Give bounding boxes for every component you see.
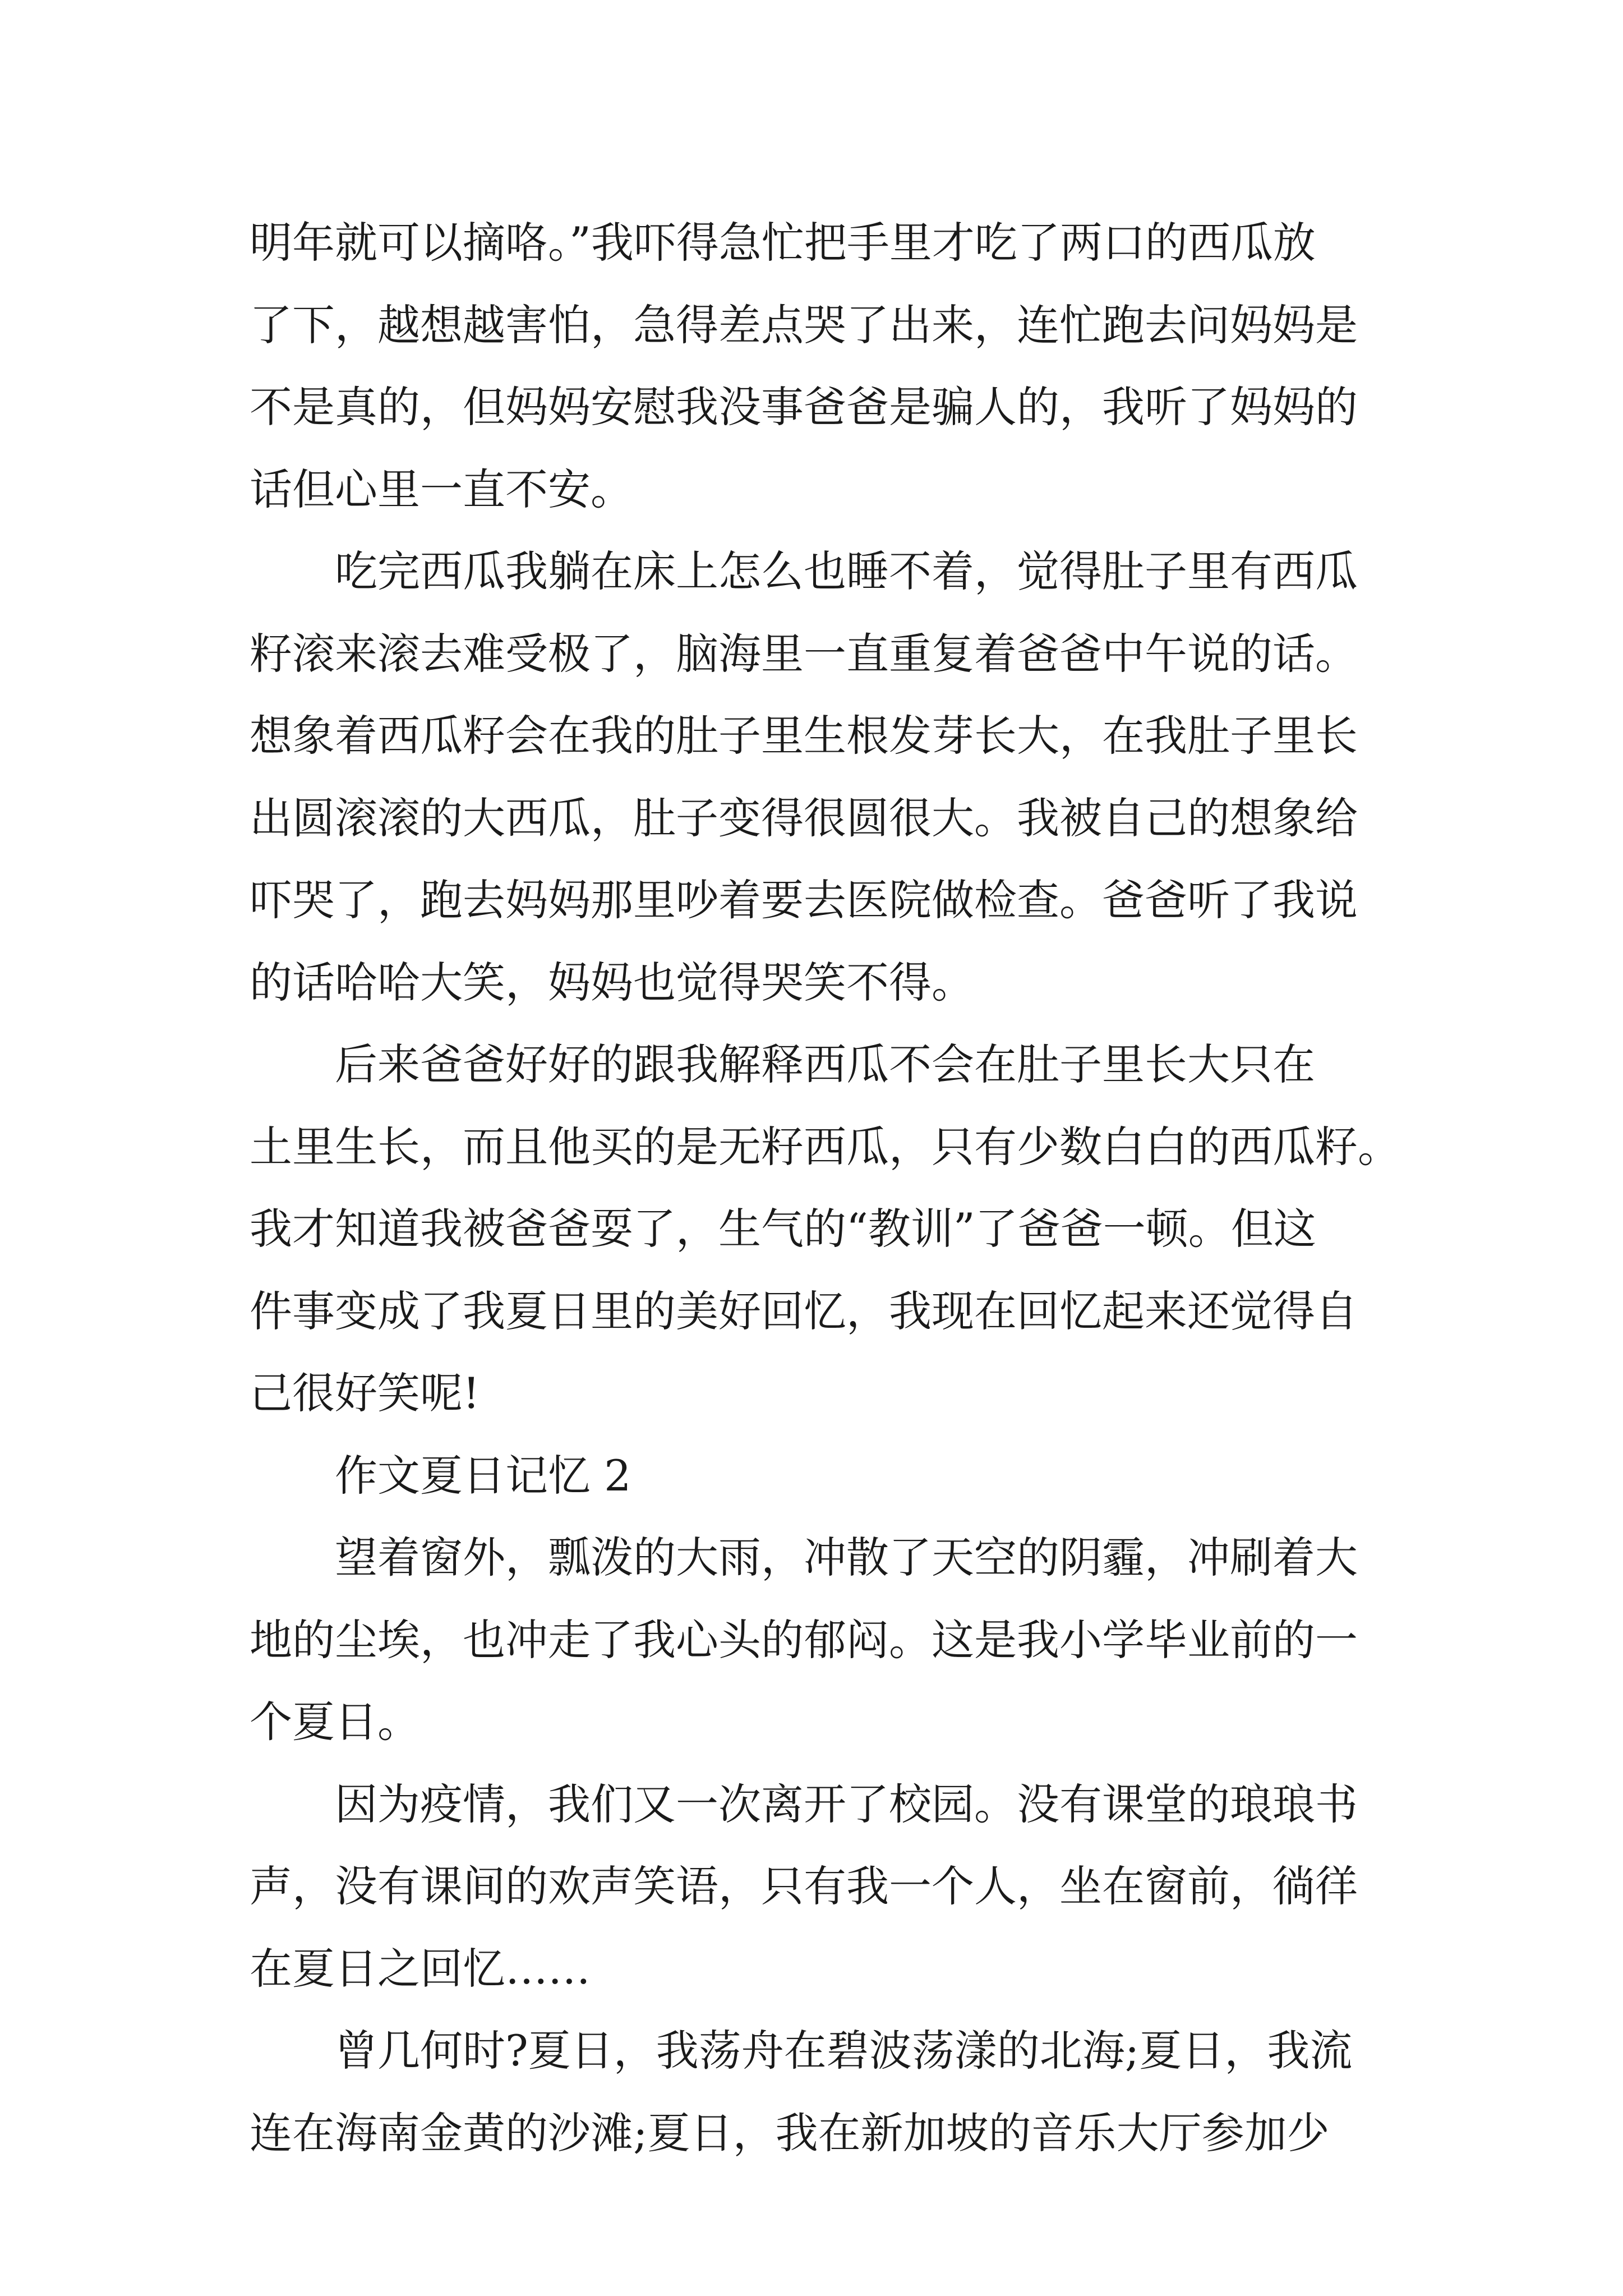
text-line: 出圆滚滚的大西瓜，肚子变得很圆很大。我被自己的想象给 bbox=[250, 793, 1358, 843]
text-line: 己很好笑呢! bbox=[250, 1368, 480, 1418]
text-line: 个夏日。 bbox=[250, 1697, 420, 1747]
text-line: 话但心里一直不安。 bbox=[250, 464, 633, 514]
text-line: 吃完西瓜我躺在床上怎么也睡不着，觉得肚子里有西瓜 bbox=[250, 546, 1358, 596]
text-line: 望着窗外，瓢泼的大雨，冲散了天空的阴霾，冲刷着大 bbox=[250, 1533, 1358, 1582]
text-line: 籽滚来滚去难受极了，脑海里一直重复着爸爸中午说的话。 bbox=[250, 628, 1358, 679]
text-line: 件事变成了我夏日里的美好回忆，我现在回忆起来还觉得自 bbox=[250, 1286, 1358, 1336]
text-line: 不是真的，但妈妈安慰我没事爸爸是骗人的，我听了妈妈的 bbox=[250, 382, 1358, 432]
text-line: 的话哈哈大笑，妈妈也觉得哭笑不得。 bbox=[250, 957, 974, 1007]
text-line: 在夏日之回忆…… bbox=[250, 1943, 591, 1994]
text-line: 曾几何时?夏日，我荡舟在碧波荡漾的北海;夏日，我流 bbox=[250, 2026, 1353, 2076]
text-line: 明年就可以摘咯。”我吓得急忙把手里才吃了两口的西瓜放 bbox=[250, 218, 1316, 268]
text-line: 因为疫情，我们又一次离开了校园。没有课堂的琅琅书 bbox=[250, 1779, 1358, 1829]
text-line: 土里生长，而且他买的是无籽西瓜，只有少数白白的西瓜籽。 bbox=[250, 1121, 1400, 1172]
text-line: 地的尘埃，也冲走了我心头的郁闷。这是我小学毕业前的一 bbox=[250, 1614, 1358, 1665]
text-line: 连在海南金黄的沙滩;夏日，我在新加坡的音乐大厅参加少 bbox=[250, 2108, 1330, 2158]
text-line: 声，没有课间的欢声笑语，只有我一个人，坐在窗前，徜徉 bbox=[250, 1861, 1358, 1911]
text-line: 了下，越想越害怕，急得差点哭了出来，连忙跑去问妈妈是 bbox=[250, 300, 1358, 350]
section-heading: 作文夏日记忆 2 bbox=[250, 1450, 631, 1501]
text-line: 想象着西瓜籽会在我的肚子里生根发芽长大，在我肚子里长 bbox=[250, 711, 1358, 761]
text-line: 我才知道我被爸爸耍了，生气的“教训”了爸爸一顿。但这 bbox=[250, 1204, 1316, 1254]
essay-text bbox=[250, 202, 1400, 2174]
text-line: 后来爸爸好好的跟我解释西瓜不会在肚子里长大只在 bbox=[250, 1039, 1315, 1089]
text-line: 吓哭了，跑去妈妈那里吵着要去医院做检查。爸爸听了我说 bbox=[250, 875, 1358, 925]
